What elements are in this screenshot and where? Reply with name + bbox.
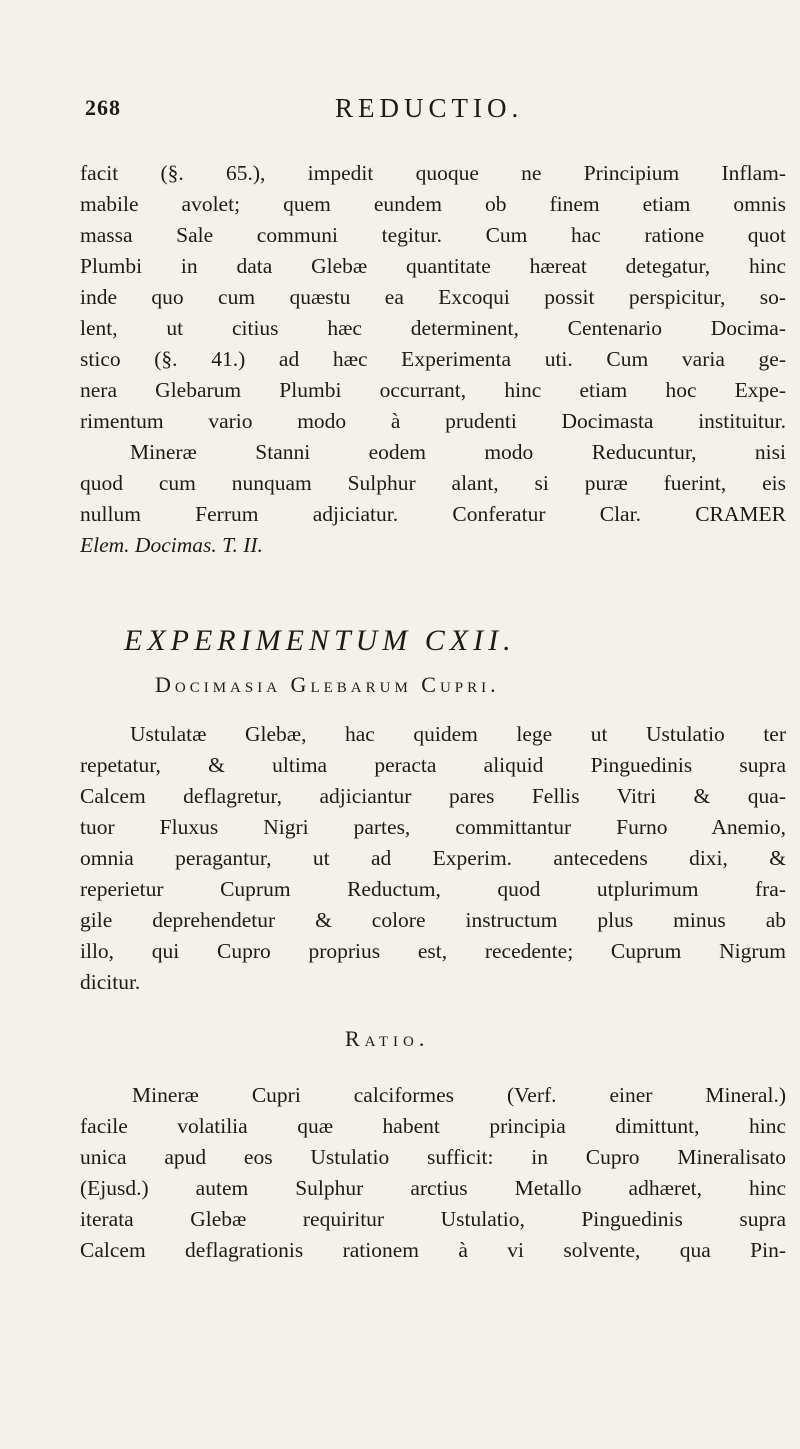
text-line: rimentum vario modo à prudenti Docimasta instituitur. [80,409,786,433]
text-line: Mineræ Cupri calciformes (Verf. einer Mineral.) [132,1083,786,1107]
text-line: dicitur. [80,970,141,994]
paragraph-docimasia-cupri [80,719,786,998]
text-line: massa Sale communi tegitur. Cum hac ratione quot [80,223,786,247]
text-line: Calcem deflagrationis rationem à vi solvente, qua Pin- [80,1238,786,1262]
page-header [85,95,785,135]
text-line: facile volatilia quæ habent principia dimittunt, hinc [80,1114,786,1138]
text-line: reperietur Cuprum Reductum, quod utplurimum fra- [80,877,786,901]
text-line: gile deprehendetur & colore instructum plus minus ab [80,908,786,932]
paragraph-ratio [80,1080,786,1266]
text-line: tuor Fluxus Nigri partes, committantur Furno Anemio, [80,815,786,839]
text-line: nullum Ferrum adjiciatur. Conferatur Clar. CRAMER [80,502,786,526]
text-line: unica apud eos Ustulatio sufficit: in Cupro Mineralisato [80,1145,786,1169]
text-line: omnia peragantur, ut ad Experim. antecedens dixi, & [80,846,786,870]
text-line: stico (§. 41.) ad hæc Experimenta uti. Cum varia ge- [80,347,786,371]
text-line: Ustulatæ Glebæ, hac quidem lege ut Ustulatio ter [130,722,786,746]
text-line: lent, ut citius hæc determinent, Centenario Docima- [80,316,786,340]
text-line: inde quo cum quæstu ea Excoqui possit perspicitur, so- [80,285,786,309]
text-line: mabile avolet; quem eundem ob finem etiam omnis [80,192,786,216]
text-line: nera Glebarum Plumbi occurrant, hinc etiam hoc Expe- [80,378,786,402]
page-number: 268 [85,95,121,120]
text-line: facit (§. 65.), impedit quoque ne Principium Inflam- [80,161,786,185]
running-head: REDUCTIO. [335,93,524,123]
text-line-citation: Elem. Docimas. T. II. [80,533,263,557]
text-line: Plumbi in data Glebæ quantitate hæreat detegatur, hinc [80,254,786,278]
experiment-title: EXPERIMENTUM CXII. [124,624,516,657]
text-line: quod cum nunquam Sulphur alant, si puræ fuerint, eis [80,471,786,495]
text-line: Calcem deflagretur, adjiciantur pares Fellis Vitri & qua- [80,784,786,808]
text-line: (Ejusd.) autem Sulphur arctius Metallo adhæret, hinc [80,1176,786,1200]
section-heading: Docimasia Glebarum Cupri. [155,672,500,697]
text-line: Mineræ Stanni eodem modo Reducuntur, nisi [130,440,786,464]
text-line: iterata Glebæ requiritur Ustulatio, Pinguedinis supra [80,1207,786,1231]
ratio-heading: Ratio. [345,1026,430,1051]
paragraph-reductio-plumbi [80,158,786,561]
text-line: repetatur, & ultima peracta aliquid Pinguedinis supra [80,753,786,777]
text-line: illo, qui Cupro proprius est, recedente; Cuprum Nigrum [80,939,786,963]
